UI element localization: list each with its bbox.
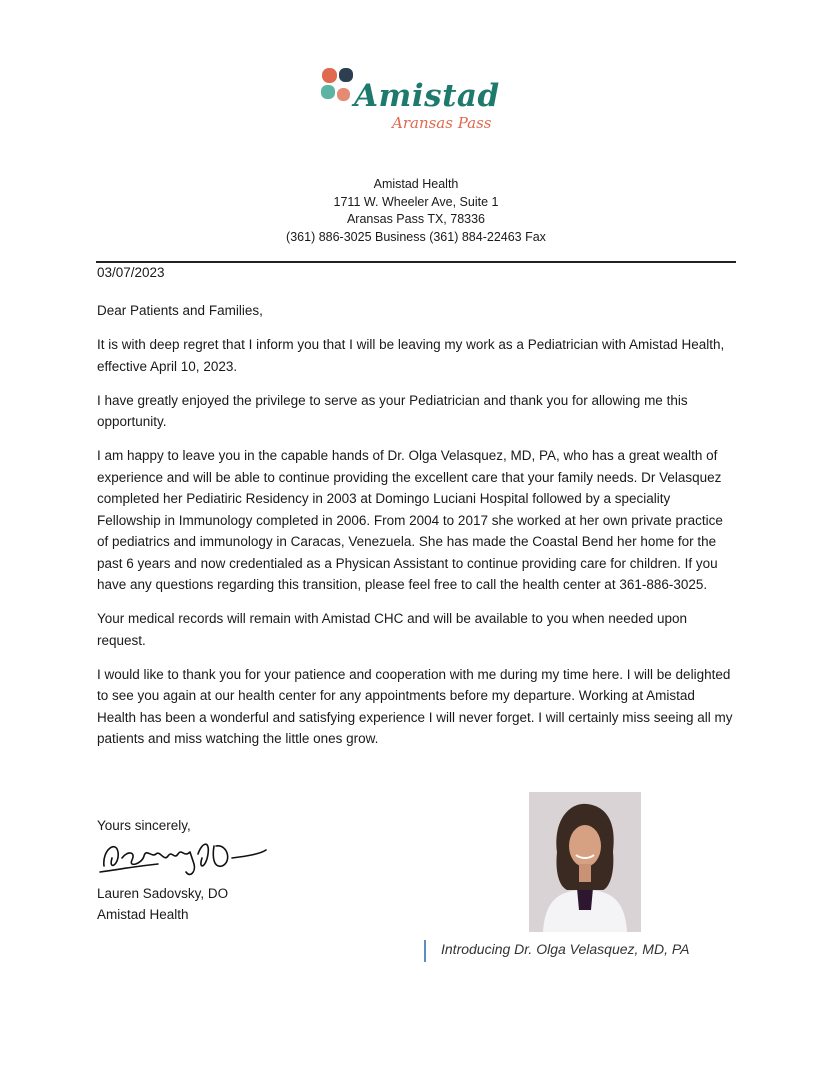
letterhead-address bbox=[0, 176, 832, 246]
logo-navy-tile bbox=[339, 68, 353, 82]
photo-caption: Introducing Dr. Olga Velasquez, MD, PA bbox=[441, 941, 690, 957]
handwritten-signature bbox=[98, 828, 268, 884]
letter-paragraph: Your medical records will remain with Amistad CHC and will be available to you when needed upon request. bbox=[97, 611, 688, 648]
doctor-portrait-photo bbox=[529, 792, 641, 932]
letterhead-street: 1711 W. Wheeler Ave, Suite 1 bbox=[333, 194, 499, 209]
letter-paragraph: I would like to thank you for your patience and cooperation with me during my time here. I will be delighted to see you again at our health center for any appointments before my departure. Working at Amistad Health has been a wonderful and satisfying experience I will never forget. I will certainly miss seeing all my patients and miss watching the little ones grow. bbox=[97, 666, 733, 746]
signer-block bbox=[97, 883, 228, 925]
amistad-logo bbox=[318, 64, 518, 136]
letter-paragraph: I have greatly enjoyed the privilege to serve as your Pediatrician and thank you for allowing me this opportunity. bbox=[97, 392, 688, 429]
letterhead-phone: (361) 886-3025 Business (361) 884-22463 Fax bbox=[286, 229, 546, 244]
caption-accent-bar bbox=[424, 940, 426, 962]
letter-closing: Yours sincerely, bbox=[97, 818, 191, 833]
signer-name: Lauren Sadovsky, DO bbox=[97, 886, 229, 901]
logo-mark-icon bbox=[318, 66, 358, 112]
logo-coral-small-tile bbox=[337, 88, 350, 101]
letter-paragraph: I am happy to leave you in the capable hands of Dr. Olga Velasquez, MD, PA, who has a great wealth of experience and will be able to continue providing the excellent care that your family needs. Dr Velasquez completed her Pediatiric Residency in 2003 at Domingo Luciani Hospital followed by a speciality Fellowship in Immunology completed in 2006. From 2004 to 2017 she worked at her own private practice of pediatrics and immunology in Caracas, Venezuela. She has made the Coastal Bend her home for the past 6 years and now credentialed as a Physican Assistant to continue providing care for children. If you have any questions regarding this transition, please feel free to call the health center at 361-886-3025. bbox=[97, 448, 723, 592]
letter-body bbox=[97, 300, 737, 762]
letter-date: 03/07/2023 bbox=[97, 265, 165, 280]
letterhead-org: Amistad Health bbox=[373, 177, 459, 191]
signer-org: Amistad Health bbox=[97, 907, 189, 922]
logo-coral-tile bbox=[322, 68, 337, 83]
letterhead-city: Aransas Pass TX, 78336 bbox=[346, 212, 486, 226]
letter-greeting: Dear Patients and Families, bbox=[97, 303, 263, 318]
logo-green-tile bbox=[321, 85, 335, 99]
logo-wordmark: Amistad bbox=[354, 78, 500, 114]
logo-tagline: Aransas Pass bbox=[392, 114, 492, 132]
letter-paragraph: It is with deep regret that I inform you that I will be leaving my work as a Pediatrician with Amistad Health, effective April 10, 2023. bbox=[97, 337, 725, 374]
header-divider bbox=[96, 261, 736, 263]
